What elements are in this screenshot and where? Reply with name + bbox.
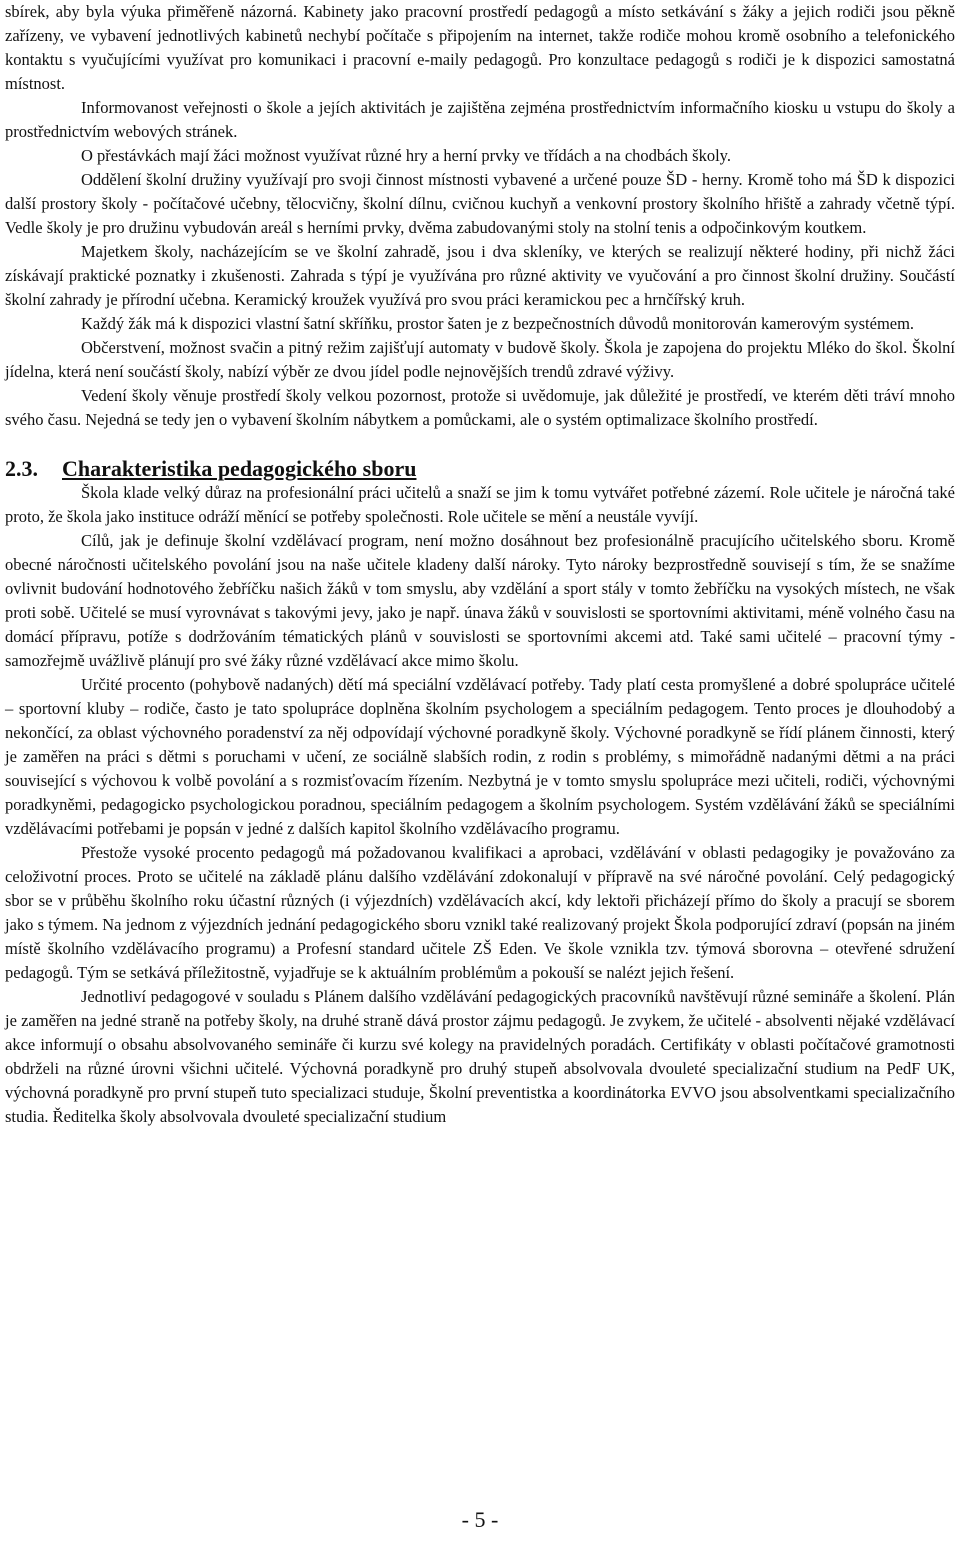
section-heading [5,457,955,481]
section-number: 2.3. [5,456,38,481]
paragraph: Jednotliví pedagogové v souladu s Plánem dalšího vzdělávání pedagogických pracovníků navštěvují různé semináře a školení. Plán je zaměřen na jedné straně na potřeby školy, na druhé straně dává prostor zájmu pedagogů. Je zvykem, že učitelé - absolventi nějaké vzdělávací akce informují o obsahu absolvovaného semináře či kurzu své kolegy na pravidelných poradách. Certifikáty v oblasti počítačové gramotnosti obdrželi na různé úrovni všichni učitelé. Výchovná poradkyně pro druhý stupeň absolvovala dvouleté specializační studium na PedF UK, výchovná poradkyně pro první stupeň tuto specializaci studuje, Školní preventistka a koordinátorka EVVO jsou absolventkami specializačního studia. Ředitelka školy absolvovala dvouleté specializační studium [5,987,955,1126]
paragraph: O přestávkách mají žáci možnost využívat různé hry a herní prvky ve třídách a na chodbách školy. [81,146,731,165]
page-number: - 5 - [461,1507,499,1532]
paragraph: Vedení školy věnuje prostředí školy velkou pozornost, protože si uvědomuje, jak důležité je prostředí, ve kterém děti tráví mnoho svého času. Nejedná se tedy jen o vybavení školním nábytkem a pomůckami, ale o systém optimalizace školního prostředí. [5,386,955,429]
paragraph: Každý žák má k dispozici vlastní šatní skříňku, prostor šaten je z bezpečnostních důvodů monitorován kamerovým systémem. [81,314,915,333]
paragraph: Škola klade velký důraz na profesionální práci učitelů a snaží se jim k tomu vytvářet potřebné zázemí. Role učitele je náročná také proto, že škola jako instituce odráží měnící se potřeby společnosti. Role učitele se mění a neustále vyvíjí. [5,483,955,526]
section-title: Charakteristika pedagogického sboru [62,456,417,481]
document-page [5,0,955,1129]
paragraph: Občerstvení, možnost svačin a pitný režim zajišťují automaty v budově školy. Škola je zapojena do projektu Mléko do škol. Školní jídelna, která není součástí školy, nabízí výběr ze dvou jídel podle nejnovějších trendů zdravé výživy. [5,338,955,381]
paragraph: Majetkem školy, nacházejícím se ve školní zahradě, jsou i dva skleníky, ve kterých se realizují některé hodiny, při nichž žáci získávají praktické poznatky i zkušenosti. Zahrada s týpí je využívána pro různé aktivity ve vyučování a pro činnost školní družiny. Součástí školní zahrady je přírodní učebna. Keramický kroužek využívá pro svou práci keramickou pec a hrnčířský kruh. [5,242,955,309]
paragraph: Přestože vysoké procento pedagogů má požadovanou kvalifikaci a aprobaci, vzdělávání v oblasti pedagogiky je považováno za celoživotní proces. Proto se učitelé na základě plánu dalšího vzdělávání zdokonalují v přípravě na své náročné povolání. Celý pedagogický sbor se v průběhu školního roku účastní různých (i výjezdních) vzdělávacích akcí, kdy lektoři přicházejí přímo do školy a pracují se sborem jako s týmem. Na jednom z výjezdních jednání pedagogického sboru vznikl také realizovaný projekt Škola podporující zdraví (popsán na jiném místě školního vzdělávacího programu) a Profesní standard učitele ZŠ Eden. Ve škole vznikla tzv. týmová sborovna – otevřené sdružení pedagogů. Tým se setkává příležitostně, vyjadřuje se k aktuálním problémům a pokouší se nalézt jejich řešení. [5,843,955,982]
paragraph: Oddělení školní družiny využívají pro svoji činnost místnosti vybavené a určené pouze ŠD - herny. Kromě toho má ŠD k dispozici další prostory školy - počítačové učebny, tělocvičny, školní dílnu, cvičnou kuchyň a venkovní prostory školního hřiště a zahrady včetně týpí. Vedle školy je pro družinu vybudován areál s herními prvky, dvěma zabudovanými stoly na stolní tenis a odpočinkovým koutkem. [5,170,955,237]
paragraph: Informovanost veřejnosti o škole a jejích aktivitách je zajištěna zejména prostřednictvím informačního kiosku u vstupu do školy a prostřednictvím webových stránek. [5,98,955,141]
paragraph: Cílů, jak je definuje školní vzdělávací program, není možno dosáhnout bez profesionálně pracujícího učitelského sboru. Kromě obecné náročnosti učitelského povolání jsou na naše učitele kladeny další nároky. Tyto nároky bezprostředně souvisejí s tím, že se snažíme ovlivnit budování hodnotového žebříčku našich žáků v tom smyslu, aby vzdělání a sport stály v tomto žebříčku na vysokých místech, ne však proti sobě. Učitelé se musí vyrovnávat s takovými jevy, jako je např. únava žáků v souvislosti se sportovními aktivitami, méně volného času na domácí přípravu, potíže s dodržováním tématických plánů v souvislosti se sportovními akcemi atd. Také sami učitelé – pracovní týmy - samozřejmě uvážlivě plánují pro své žáky různé vzdělávací akce mimo školu. [5,531,955,670]
paragraph: Určité procento (pohybově nadaných) dětí má speciální vzdělávací potřeby. Tady platí cesta promyšlené a dobré spolupráce učitelé – sportovní kluby – rodiče, často je tato spolupráce doplněna školním psychologem a speciálním pedagogem. Tento proces je dlouhodobý a nekončící, za oblast výchovného poradenství za něj odpovídají výchovné poradkyně školy. Výchovné poradkyně se řídí plánem činnosti, který je zaměřen na práci s dětmi s poruchami v učení, ze sociálně slabších rodin, z rodin s problémy, s mimořádně nadanými dětmi a na práci související s výchovou k volbě povolání a s rozmisťovacím řízením. Nezbytná je v tomto smyslu spolupráce mezi učiteli, rodiči, výchovnými poradkyněmi, pedagogicko psychologickou poradnou, speciálním pedagogem a školním psychologem. Systém vzdělávání žáků se speciálními vzdělávacími potřebami je popsán v jedné z dalších kapitol školního vzdělávacího programu. [5,675,955,838]
paragraph: sbírek, aby byla výuka přiměřeně názorná. Kabinety jako pracovní prostředí pedagogů a místo setkávání s žáky a jejich rodiči jsou pěkně zařízeny, ve vybavení jednotlivých kabinetů nechybí počítače s připojením na internet, takže rodiče mohou kromě osobního a telefonického kontaktu s vyučujícími využívat pro komunikaci i pracovní e-maily pedagogů. Pro konzultace pedagogů s rodiči je k dispozici samostatná místnost. [5,2,955,93]
